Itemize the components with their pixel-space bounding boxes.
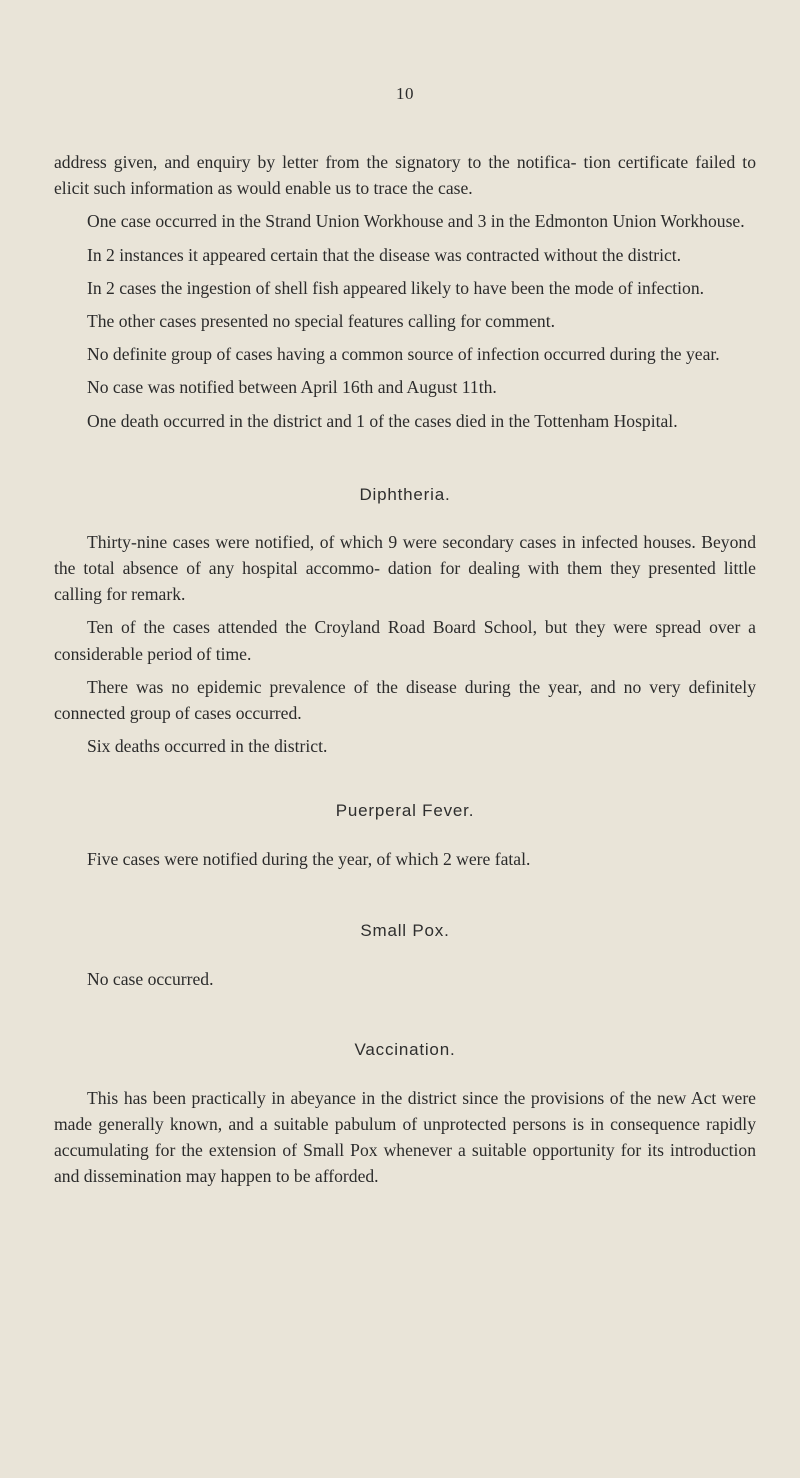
- paragraph: One death occurred in the district and 1 of the cases died in the Tottenham Hospital.: [87, 410, 678, 431]
- paragraph: address given, and enquiry by letter from the signatory to the notifica- tion certificate failed to elicit such information as would enable us to trace the case.: [54, 152, 756, 199]
- section-heading: Vaccination.: [354, 1039, 456, 1059]
- section-heading: Small Pox.: [360, 920, 450, 940]
- paragraph: This has been practically in abeyance in the district since the provisions of the new Act were made generally known, and a suitable pabulum of unprotected persons is in consequence rapidly accumulating for the extension of Small Pox whenever a suitable opportunity for its introduction and dissemination may happen to be afforded.: [54, 1087, 756, 1187]
- section-heading: Diphtheria.: [359, 484, 451, 504]
- small-pox-section: [54, 921, 756, 992]
- paragraph: The other cases presented no special features calling for comment.: [87, 311, 555, 332]
- paragraph: Thirty-nine cases were notified, of which 9 were secondary cases in infected houses. Beyond the total absence of any hospital accommo- dation for dealing with them they presented little calling for remark.: [54, 531, 756, 605]
- diphtheria-section: [54, 485, 756, 760]
- paragraph: No case occurred.: [87, 968, 214, 989]
- intro-section: [54, 149, 756, 434]
- paragraph: Ten of the cases attended the Croyland Road Board School, but they were spread over a considerable period of time.: [54, 617, 756, 664]
- paragraph: No definite group of cases having a common source of infection occurred during the year.: [87, 344, 720, 365]
- vaccination-section: [54, 1040, 756, 1190]
- page-number: 10: [396, 84, 414, 103]
- paragraph: One case occurred in the Strand Union Workhouse and 3 in the Edmonton Union Workhouse.: [87, 211, 745, 232]
- puerperal-fever-section: [54, 801, 756, 872]
- paragraph: There was no epidemic prevalence of the disease during the year, and no very definitely connected group of cases occurred.: [54, 676, 756, 724]
- paragraph: In 2 instances it appeared certain that the disease was contracted without the district.: [87, 244, 682, 265]
- paragraph: Five cases were notified during the year, of which 2 were fatal.: [87, 849, 531, 870]
- section-heading: Puerperal Fever.: [335, 801, 475, 821]
- paragraph: Six deaths occurred in the district.: [87, 736, 328, 757]
- paragraph: In 2 cases the ingestion of shell fish appeared likely to have been the mode of infection.: [87, 277, 705, 298]
- paragraph: No case was notified between April 16th and August 11th.: [87, 377, 497, 398]
